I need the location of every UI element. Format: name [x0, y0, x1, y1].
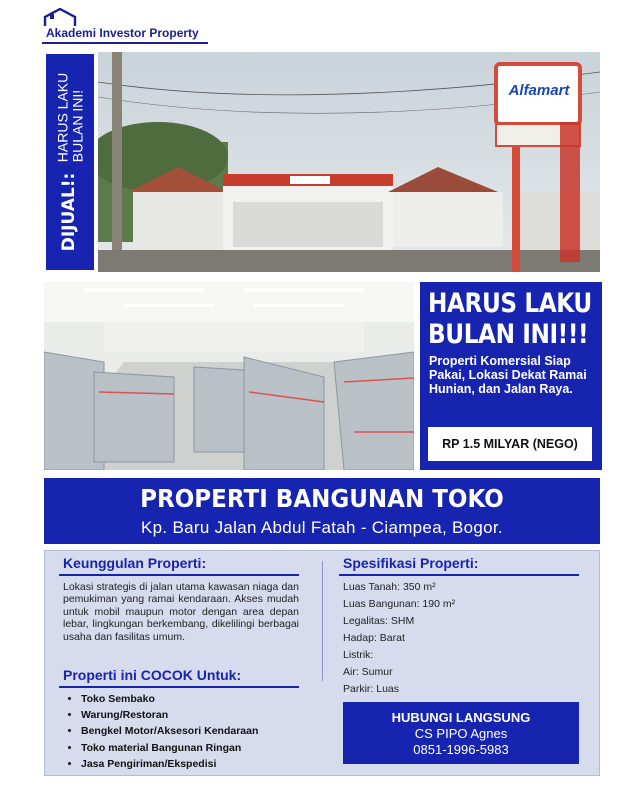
- property-location: Kp. Baru Jalan Abdul Fatah - Ciampea, Bogor.: [141, 518, 503, 537]
- promo-panel: [420, 282, 602, 470]
- property-title: PROPERTI BANGUNAN TOKO: [140, 484, 504, 513]
- list-item: • Bengkel Motor/Aksesori Kendaraan: [81, 723, 321, 739]
- vertical-banner-sub-2: BULAN INI!: [69, 89, 85, 163]
- spec-land-area: Luas Tanah: 350 m²: [343, 581, 436, 593]
- advantages-heading: Keunggulan Properti:: [63, 555, 207, 571]
- spec-building-area: Luas Bangunan: 190 m²: [343, 598, 456, 610]
- promo-description: Properti Komersial Siap Pakai, Lokasi Dekat Ramai Hunian, dan Jalan Raya.: [429, 354, 587, 396]
- contact-name: CS PIPO Agnes: [414, 726, 508, 741]
- column-divider: [322, 561, 323, 681]
- contact-box[interactable]: [343, 702, 579, 764]
- suitable-heading: Properti ini COCOK Untuk:: [63, 667, 242, 683]
- list-item: • Jasa Pengiriman/Ekspedisi: [81, 756, 321, 772]
- vertical-banner-sub-1: HARUS LAKU: [54, 72, 71, 163]
- vertical-banner-main: DIJUAL!:: [59, 172, 80, 252]
- spec-electricity: Listrik:: [343, 649, 374, 661]
- logo: [40, 8, 210, 42]
- alfamart-sign-text: Alfamart: [508, 82, 570, 99]
- logo-underline: [42, 42, 208, 44]
- spec-parking: Parkir: Luas: [343, 683, 400, 695]
- logo-text: Akademi Investor Property: [46, 26, 199, 40]
- spec-facing: Hadap: Barat: [343, 632, 405, 644]
- storefront-photo: [98, 52, 600, 272]
- advantages-text: Lokasi strategis di jalan utama kawasan niaga dan pemukiman yang ramai kendaraan. Akses mudah untuk mobil maupun motor dengan area depan lebar, lingkungan berkembang, dikelilingi berbagai usaha dan fasilitas umum.: [63, 581, 299, 643]
- spec-water: Air: Sumur: [343, 666, 393, 678]
- list-item: • Toko material Bangunan Ringan: [81, 740, 321, 756]
- contact-phone[interactable]: 0851-1996-5983: [413, 742, 509, 757]
- suitable-list: [63, 691, 321, 772]
- vertical-banner-text: [55, 73, 84, 252]
- contact-title: HUBUNGI LANGSUNG: [391, 710, 531, 725]
- list-item: • Toko Sembako: [81, 691, 321, 707]
- info-section: [44, 550, 600, 776]
- advantages-heading-underline: [59, 574, 299, 576]
- list-item: • Warung/Restoran: [81, 707, 321, 723]
- vertical-sale-banner: [44, 52, 96, 272]
- promo-title: [428, 288, 592, 350]
- promo-title-line-1: HARUS LAKU: [428, 288, 592, 319]
- house-outline-icon: [43, 8, 77, 28]
- spec-legality: Legalitas: SHM: [343, 615, 415, 627]
- interior-photo: [44, 282, 414, 470]
- specs-heading-underline: [339, 574, 579, 576]
- promo-title-line-2: BULAN INI!!!: [428, 319, 589, 350]
- specs-heading: Spesifikasi Properti:: [343, 555, 479, 571]
- title-bar: [44, 478, 600, 544]
- price-badge: RP 1.5 MILYAR (NEGO): [428, 427, 592, 461]
- suitable-heading-underline: [59, 686, 299, 688]
